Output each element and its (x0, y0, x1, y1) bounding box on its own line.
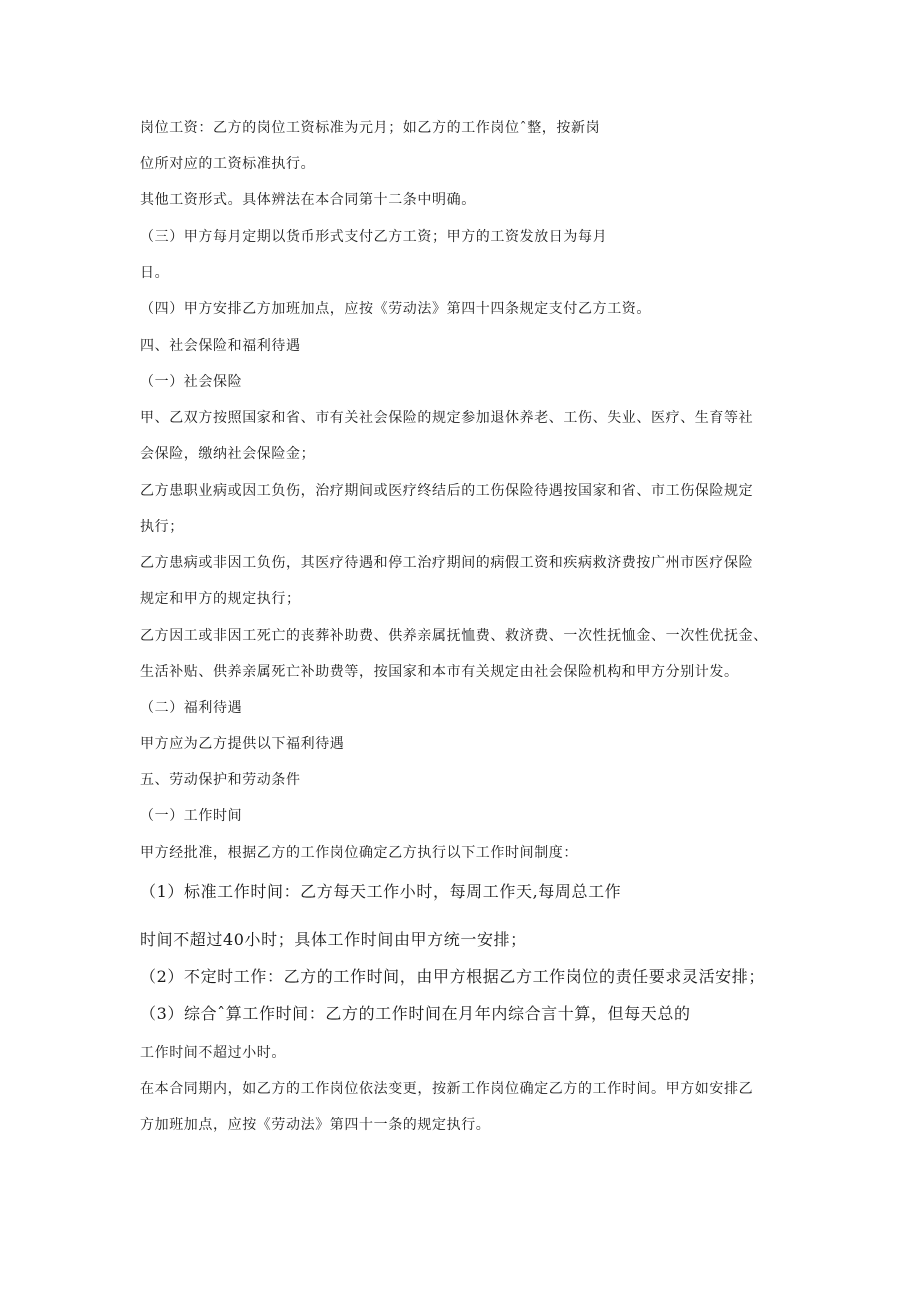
section-heading: 四、社会保险和福利待遇 (140, 338, 301, 354)
text-line: 在本合同期内，如乙方的工作岗位依法变更，按新工作岗位确定乙方的工作时间。甲方如安排乙 (140, 1081, 754, 1097)
text-line: 会保险，缴纳社会保险金； (140, 446, 316, 462)
text-line: 生活补贴、供养亲属死亡补助费等，按国家和本市有关规定由社会保险机构和甲方分别计发。 (140, 664, 739, 680)
text-line: 乙方因工或非因工死亡的丧葬补助费、供养亲属抚恤费、救济费、一次性抚恤金、一次性优抚金、 (140, 628, 768, 644)
text-line: 岗位工资：乙方的岗位工资标准为元月；如乙方的工作岗位ˆ整，按新岗 (140, 120, 601, 136)
text-line: （三）甲方每月定期以货币形式支付乙方工资；甲方的工资发放日为每月 (140, 229, 608, 245)
numbered-item: （3）综合ˆ算工作时间：乙方的工作时间在月年内综合言十算，但每天总的 (140, 1004, 691, 1023)
text-line: 执行； (140, 519, 184, 535)
text-line: 甲、乙双方按照国家和省、市有关社会保险的规定参加退休养老、工伤、失业、医疗、生育等社 (140, 410, 754, 426)
numbered-item: （1）标准工作时间：乙方每天工作小时，每周工作天,每周总工作 (140, 882, 622, 901)
subsection-heading: （一）工作时间 (140, 808, 243, 824)
text-line: 日。 (140, 265, 170, 281)
text-line: 其他工资形式。具体辨法在本合同第十二条中明确。 (140, 192, 476, 208)
text-line: 乙方患病或非因工负伤，其医疗待遇和停工治疗期间的病假工资和疾病救济费按广州市医疗保险 (140, 555, 754, 571)
text-line: 方加班加点，应按《劳动法》第四十一条的规定执行。 (140, 1117, 491, 1133)
numbered-item: （2）不定时工作：乙方的工作时间，由甲方根据乙方工作岗位的责任要求灵活安排； (140, 967, 765, 986)
text-line: 规定和甲方的规定执行； (140, 591, 301, 607)
text-line: 工作时间不超过小时。 (140, 1045, 286, 1061)
text-line: （四）甲方安排乙方加班加点，应按《劳动法》第四十四条规定支付乙方工资。 (140, 301, 651, 317)
subsection-heading: （一）社会保险 (140, 374, 243, 390)
subsection-heading: （二）福利待遇 (140, 700, 243, 716)
section-heading: 五、劳动保护和劳动条件 (140, 772, 301, 788)
text-line: 甲方经批准，根据乙方的工作岗位确定乙方执行以下工作时间制度： (140, 845, 578, 861)
text-line: 位所对应的工资标准执行。 (140, 156, 316, 172)
text-line: 甲方应为乙方提供以下福利待遇 (140, 736, 345, 752)
text-line: 时间不超过40小时；具体工作时间由甲方统一安排； (140, 930, 527, 949)
text-line: 乙方患职业病或因工负伤，治疗期间或医疗终结后的工伤保险待遇按国家和省、市工伤保险规定 (140, 483, 754, 499)
